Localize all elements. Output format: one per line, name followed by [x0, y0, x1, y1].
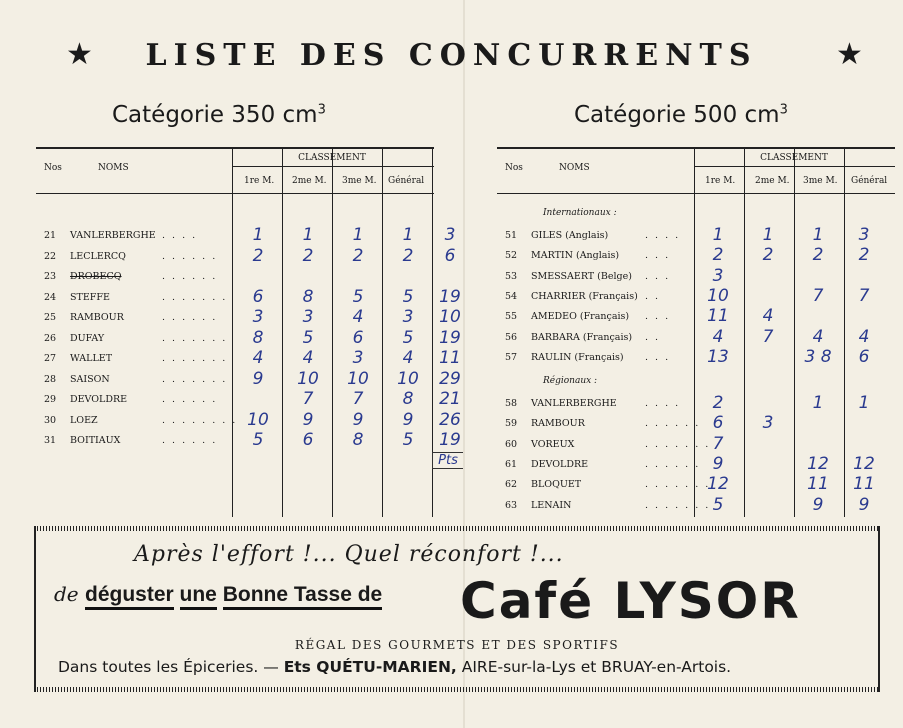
table-row	[44, 414, 238, 428]
row-name: DUFAY	[70, 332, 105, 344]
table-row	[505, 331, 695, 345]
handwritten-m2: 10	[297, 368, 319, 389]
row-leader: . . . . . .	[645, 418, 701, 430]
row-leader: . . . . . .	[162, 271, 218, 282]
row-number: 27	[44, 353, 57, 364]
table-row	[505, 499, 711, 513]
table-row	[44, 270, 234, 284]
handwritten-m3: 2	[352, 245, 364, 266]
handwritten-m3: 2	[812, 245, 824, 266]
handwritten-m2: 9	[302, 409, 314, 430]
handwritten-extra: 19	[439, 430, 461, 450]
section-regionaux: Régionaux :	[543, 376, 598, 386]
handwritten-gen: 4	[858, 326, 870, 347]
col-m2: 2me M.	[755, 176, 790, 186]
brand-name: Café LYSOR	[460, 572, 801, 630]
table-row	[505, 397, 695, 411]
handwritten-m2: 1	[302, 225, 314, 245]
row-name: DEVOLDRE	[531, 458, 589, 470]
row-leader: . . . . . .	[645, 458, 701, 470]
handwritten-m1: 13	[707, 346, 729, 367]
col-classement: CLASSEMENT	[298, 153, 366, 163]
row-name: VANLERBERGHE	[531, 398, 617, 409]
col-m3: 3me M.	[342, 176, 377, 186]
handwritten-m2: 7	[302, 389, 314, 409]
row-number: 26	[44, 332, 57, 344]
row-name: GILES (Anglais)	[531, 230, 609, 241]
table-row	[44, 332, 234, 346]
handwritten-m1: 1	[252, 225, 264, 245]
handwritten-m2: 4	[762, 306, 774, 327]
handwritten-m1: 5	[712, 494, 724, 515]
row-leader: . . . .	[645, 398, 681, 409]
row-name: VANLERBERGHE	[70, 230, 156, 241]
handwritten-m2: 1	[762, 225, 774, 245]
row-name: MARTIN (Anglais)	[531, 250, 620, 262]
handwritten-gen: 1	[402, 225, 414, 245]
handwritten-extra: 6	[444, 245, 456, 266]
table-row	[44, 250, 234, 264]
row-number: 63	[505, 499, 518, 511]
handwritten-m1: 2	[712, 245, 724, 266]
row-number: 60	[505, 438, 518, 450]
row-number: 29	[44, 394, 57, 405]
handwritten-m3: 6	[352, 327, 364, 348]
col-names: NOMS	[98, 163, 129, 173]
row-leader: . . . . . .	[162, 312, 218, 323]
row-number: 56	[505, 331, 518, 343]
col-m2: 2me M.	[292, 176, 327, 186]
handwritten-m2: 2	[762, 245, 774, 266]
col-no: Nos	[44, 163, 62, 173]
row-name: BOITIAUX	[70, 435, 121, 446]
star-icon-left: ★	[66, 37, 93, 72]
handwritten-m3: 7	[352, 389, 364, 409]
handwritten-m3: 4	[812, 326, 824, 347]
handwritten-extra: 26	[439, 409, 461, 430]
handwritten-m1: 9	[252, 368, 264, 389]
handwritten-m2: 8	[302, 286, 314, 307]
category-500: Catégorie 500 $cm^3$	[574, 102, 788, 128]
col-m1: 1re M.	[705, 176, 736, 186]
handwritten-gen: 7	[858, 285, 870, 306]
row-leader: . .	[645, 290, 661, 302]
table-row	[44, 352, 234, 366]
row-number: 57	[505, 351, 518, 363]
handwritten-m1: 4	[252, 348, 264, 368]
row-name: BLOQUET	[531, 479, 582, 491]
handwritten-extra: 19	[439, 286, 461, 307]
row-leader: . . .	[645, 250, 671, 262]
row-leader: . . . . . . .	[645, 499, 711, 511]
handwritten-m3: 1	[352, 225, 364, 245]
col-m3: 3me M.	[803, 176, 838, 186]
handwritten-m2: 6	[302, 430, 314, 450]
row-name: BARBARA (Français)	[531, 331, 633, 343]
row-number: 58	[505, 398, 518, 409]
table-row	[44, 291, 234, 305]
row-name: RAULIN (Français)	[531, 351, 624, 363]
handwritten-m3: 1	[812, 225, 824, 245]
row-leader: . . . . . . .	[162, 373, 228, 385]
handwritten-extra: 21	[439, 389, 461, 409]
row-number: 25	[44, 312, 57, 323]
table-row	[44, 311, 234, 325]
handwritten-gen: 3	[402, 307, 414, 327]
handwritten-m1: 10	[247, 409, 269, 430]
row-leader: . . . .	[162, 230, 198, 241]
table-row	[505, 249, 695, 263]
row-name: VOREUX	[531, 438, 575, 450]
row-name: DEVOLDRE	[70, 394, 128, 405]
handwritten-gen: 9	[858, 494, 870, 515]
col-general: Général	[388, 176, 425, 186]
advertisement	[34, 526, 880, 692]
handwritten-m3: 3 8	[804, 346, 832, 367]
handwritten-m1: 6	[712, 413, 724, 434]
table-row	[505, 310, 695, 324]
handwritten-m2: 4	[302, 348, 314, 368]
handwritten-m1: 5	[252, 430, 264, 450]
row-name: LECLERCQ	[70, 250, 126, 262]
col-m1: 1re M.	[244, 176, 275, 186]
handwritten-gen: 4	[402, 348, 414, 368]
star-icon-right: ★	[836, 37, 863, 72]
handwritten-points-note: Pts	[432, 452, 463, 469]
row-name: LENAIN	[531, 499, 572, 511]
handwritten-gen: 10	[397, 368, 419, 389]
handwritten-m1: 6	[252, 286, 264, 307]
col-no: Nos	[505, 163, 523, 173]
row-number: 23	[44, 271, 57, 282]
table-row	[505, 229, 695, 243]
row-number: 53	[505, 270, 518, 282]
handwritten-gen: 5	[402, 430, 414, 450]
row-name: RAMBOUR	[531, 418, 585, 430]
row-number: 31	[44, 435, 57, 446]
handwritten-extra: 3	[444, 225, 456, 245]
table-row	[505, 270, 695, 284]
row-leader: . . . .	[645, 230, 681, 241]
table-row	[44, 229, 234, 243]
table-row	[505, 290, 695, 304]
row-number: 61	[505, 458, 518, 470]
row-name: RAMBOUR	[70, 312, 124, 323]
row-number: 22	[44, 250, 57, 262]
row-number: 59	[505, 418, 518, 430]
col-general: Général	[851, 176, 888, 186]
handwritten-gen: 9	[402, 409, 414, 430]
row-leader: . . . . . . . .	[162, 414, 238, 426]
row-leader: . . . . . . .	[645, 438, 711, 450]
table-row	[44, 434, 234, 448]
handwritten-gen: 2	[858, 245, 870, 266]
handwritten-m1: 11	[707, 306, 729, 327]
handwritten-extra: 11	[439, 348, 461, 368]
row-name: STEFFE	[70, 291, 110, 303]
handwritten-gen: 3	[858, 225, 870, 245]
handwritten-gen: 1	[858, 393, 870, 413]
page-title: LISTE DES CONCURRENTS	[145, 38, 758, 73]
table-row	[44, 393, 234, 407]
handwritten-gen: 11	[853, 474, 875, 495]
row-number: 51	[505, 230, 518, 241]
ad-tagline: RÉGAL DES GOURMETS ET DES SPORTIFS	[294, 638, 620, 652]
handwritten-gen: 6	[858, 346, 870, 367]
handwritten-gen: 2	[402, 245, 414, 266]
row-leader: . . .	[645, 270, 671, 282]
handwritten-m3: 7	[812, 285, 824, 306]
row-leader: . . . . . . .	[162, 332, 228, 344]
handwritten-m1: 3	[712, 265, 724, 286]
handwritten-m1: 8	[252, 327, 264, 348]
category-350: Catégorie 350 $cm^3$	[112, 102, 326, 128]
row-number: 52	[505, 250, 518, 262]
table-row	[44, 373, 234, 387]
handwritten-m1: 10	[707, 285, 729, 306]
row-name: AMEDEO (Français)	[531, 311, 630, 323]
handwritten-m3: 9	[812, 494, 824, 515]
row-leader: . . . . . .	[162, 394, 218, 405]
row-leader: . . . . . . .	[645, 479, 711, 491]
handwritten-gen: 12	[853, 453, 875, 474]
row-number: 30	[44, 414, 57, 426]
handwritten-extra: 10	[439, 307, 461, 327]
row-leader: . . .	[645, 351, 671, 363]
handwritten-m3: 12	[807, 453, 829, 474]
row-leader: . . . . . .	[162, 250, 218, 262]
handwritten-m2: 3	[302, 307, 314, 327]
row-name: SAISON	[70, 373, 110, 385]
section-internationaux: Internationaux :	[543, 208, 617, 218]
handwritten-m2: 2	[302, 245, 314, 266]
handwritten-m1: 3	[252, 307, 264, 327]
handwritten-m3: 8	[352, 430, 364, 450]
handwritten-extra: 19	[439, 327, 461, 348]
row-leader: . . .	[645, 311, 671, 323]
handwritten-m1: 9	[712, 453, 724, 474]
handwritten-gen: 8	[402, 389, 414, 409]
row-leader: . .	[645, 331, 661, 343]
handwritten-m3: 3	[352, 348, 364, 368]
row-name: CHARRIER (Français)	[531, 290, 638, 302]
handwritten-m2: 5	[302, 327, 314, 348]
row-number: 54	[505, 290, 518, 302]
handwritten-m3: 10	[347, 368, 369, 389]
row-leader: . . . . . .	[162, 435, 218, 446]
handwritten-m1: 12	[707, 474, 729, 495]
table-row	[505, 458, 701, 472]
row-number: 55	[505, 311, 518, 323]
row-number: 24	[44, 291, 57, 303]
row-leader: . . . . . . .	[162, 291, 228, 303]
handwritten-m2: 3	[762, 413, 774, 434]
handwritten-m2: 7	[762, 326, 774, 347]
row-number: 28	[44, 373, 57, 385]
ad-slogan: Après l'effort !... Quel réconfort !...	[134, 542, 564, 567]
handwritten-gen: 5	[402, 286, 414, 307]
table-row	[505, 417, 701, 431]
col-names: NOMS	[559, 163, 590, 173]
row-leader: . . . . . . .	[162, 353, 228, 364]
handwritten-m3: 4	[352, 307, 364, 327]
handwritten-m3: 5	[352, 286, 364, 307]
handwritten-m1: 2	[712, 393, 724, 413]
table-row	[505, 438, 711, 452]
handwritten-gen: 5	[402, 327, 414, 348]
row-name: SMESSAERT (Belge)	[531, 270, 632, 282]
col-classement: CLASSEMENT	[760, 153, 828, 163]
handwritten-m3: 11	[807, 474, 829, 495]
handwritten-m1: 2	[252, 245, 264, 266]
row-name: DROBECQ	[70, 271, 122, 282]
row-number: 21	[44, 230, 57, 241]
row-name: WALLET	[70, 353, 113, 364]
handwritten-m3: 1	[812, 393, 824, 413]
handwritten-m1: 4	[712, 326, 724, 347]
handwritten-m3: 9	[352, 409, 364, 430]
handwritten-m1: 1	[712, 225, 724, 245]
ad-invitation: de déguster une Bonne Tasse de	[54, 582, 382, 607]
row-name: LOEZ	[70, 414, 98, 426]
handwritten-m1: 7	[712, 433, 724, 454]
table-row	[505, 478, 711, 492]
ad-address: Dans toutes les Épiceries. — Ets QUÉTU-MARIEN, AIRE-sur-la-Lys et BRUAY-en-Artois.	[58, 658, 732, 676]
table-row	[505, 351, 695, 365]
handwritten-extra: 29	[439, 368, 461, 389]
row-number: 62	[505, 479, 518, 491]
